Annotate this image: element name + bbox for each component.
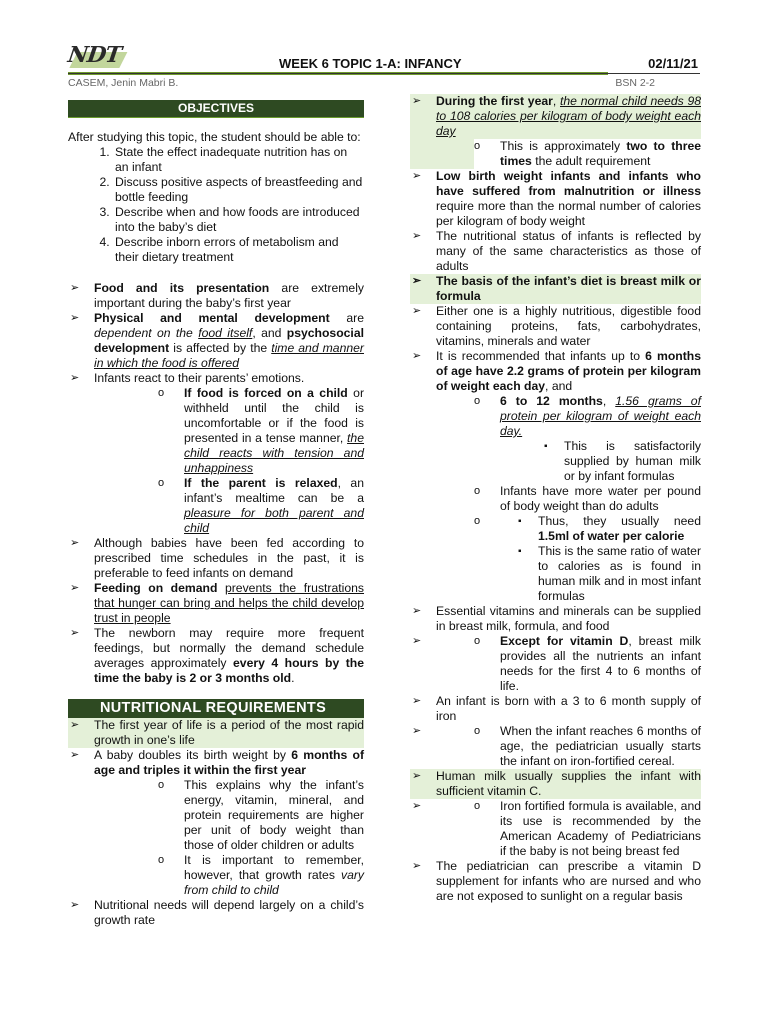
bullet-newborn: ➢ The newborn may require more frequent feedings, but normally the demand schedule averages approximately every 4 hours by the time the baby is 2 or 3 months old.: [68, 626, 364, 686]
bullet-human-milk: ➢ Human milk usually supplies the infant with sufficient vitamin C.: [410, 769, 701, 799]
student-name: CASEM, Jenin Mabri B.: [68, 77, 179, 89]
nutrition-bullets: [68, 718, 364, 928]
bullet-recommended: ➢ It is recommended that infants up to 6 months of age have 2.2 grams of protein per kilogram of weight each day, and o 6 to 12 months, 1.56 grams of protein per kilogram of weight each day. ▪ This is satisfactorily supplied by human milk or by infant formulas o Infants have more water per pound of body weight than do adults ▪ o Thus, they usually need 1.5ml of water per calorie ▪ This is the same ratio of water to calories as is found in human milk and in most infant formulas: [410, 349, 701, 604]
objective-item: 1. State the effect inadequate nutrition has on an infant: [113, 145, 364, 175]
nutrition-heading: NUTRITIONAL REQUIREMENTS: [68, 699, 364, 718]
human-group: [410, 799, 701, 859]
sub-ratio: ▪ This is the same ratio of water to calories as is found in human milk and in most infant formulas: [518, 544, 701, 604]
sub-approx: o This is approximately two to three times the adult requirement: [474, 139, 701, 169]
water-subbullets: [500, 514, 701, 604]
right-bullets: [410, 94, 701, 904]
doubles-subbullets: [94, 778, 364, 898]
objective-item: 4. Describe inborn errors of metabolism and their dietary treatment: [113, 235, 364, 265]
bullet-either: ➢ Either one is a highly nutritious, digestible food containing proteins, fats, carbohydrates, vitamins, minerals and water: [410, 304, 701, 349]
bullet-demand: ➢ Feeding on demand prevents the frustrations that hunger can bring and helps the child develop trust in people: [68, 581, 364, 626]
bullet-status: ➢ The nutritional status of infants is reflected by many of the same characteristics as those of adults: [410, 229, 701, 274]
bullet-pediatrician: ➢ The pediatrician can prescribe a vitamin D supplement for infants who are nursed and who are not exposed to sunlight on a regular basis: [410, 859, 701, 904]
react-subbullets: [94, 386, 364, 536]
objective-item: 2. Discuss positive aspects of breastfeeding and bottle feeding: [113, 175, 364, 205]
sub-satisfactory: ▪ This is satisfactorily supplied by human milk or by infant formulas: [544, 439, 701, 484]
iron-group: [410, 724, 701, 769]
bullet-doubles: ➢ A baby doubles its birth weight by 6 months of age and triples it within the first year o This explains why the infant’s energy, vitamin, mineral, and protein requirements are higher per unit of body weight than those of older children or adults o It is important to remember, however, that growth rates vary from child to child: [68, 748, 364, 898]
bullet-react: ➢ Infants react to their parents’ emotions. o If food is forced on a child or withheld until the child is uncomfortable or if the food is presented in a tense manner, the child reacts with tension and unhappiness o If the parent is relaxed, an infant’s mealtime can be a pleasure for both parent and child: [68, 371, 364, 536]
bullet-although: ➢ Although babies have been fed according to prescribed time schedules in the past, it is preferable to feed infants on demand: [68, 536, 364, 581]
iron-subbullets: [410, 724, 701, 769]
section-label: BSN 2-2: [615, 77, 655, 89]
bullet-iron: ➢ An infant is born with a 3 to 6 month supply of iron: [410, 694, 701, 724]
objectives-list: [68, 145, 364, 265]
objective-item: 3. Describe when and how foods are introduced into the baby’s diet: [113, 205, 364, 235]
bullet-first-year: ➢ The first year of life is a period of the most rapid growth in one’s life: [68, 718, 364, 748]
bullet-essential: ➢ Essential vitamins and minerals can be supplied in breast milk, formula, and food: [410, 604, 701, 634]
intro-bullets: [68, 281, 364, 686]
water-group: [474, 514, 701, 604]
right-column: [410, 94, 701, 904]
page-header: [66, 42, 700, 89]
human-subbullets: [410, 799, 701, 859]
page-title: WEEK 6 TOPIC 1-A: INFANCY: [279, 56, 462, 71]
bullet-during: ➢ During the first year, the normal child needs 98 to 108 calories per kilogram of body weight each day o This is approximately two to three times the adult requirement: [410, 94, 701, 169]
header-rule: [68, 73, 700, 74]
sub-except: o ➢ Except for vitamin D, breast milk provides all the nutrients an infant needs for the first 4 to 6 months of life.: [474, 634, 701, 694]
objectives-intro: After studying this topic, the student should be able to:: [68, 130, 361, 144]
during-subbullets: [436, 139, 701, 169]
six12-subbullets: [500, 439, 701, 484]
ndt-logo: NDT: [66, 42, 123, 68]
sub-relaxed: o If the parent is relaxed, an infant’s mealtime can be a pleasure for both parent and child: [158, 476, 364, 536]
page-date: 02/11/21: [648, 56, 698, 71]
bullet-basis: ➢ The basis of the infant’s diet is breast milk or formula: [410, 274, 701, 304]
bullet-physical: ➢ Physical and mental development are dependent on the food itself, and psychosocial development is affected by the time and manner in which the food is offered: [68, 311, 364, 371]
left-column: [68, 100, 364, 928]
bullet-needs: ➢ Nutritional needs will depend largely on a child’s growth rate: [68, 898, 364, 928]
sub-iron6: o ➢ When the infant reaches 6 months of age, the pediatrician usually starts the infant on iron-fortified cereal.: [474, 724, 701, 769]
sub-fortified: o ➢ Iron fortified formula is available, and its use is recommended by the American Academy of Pediatricians if the baby is not being breast fed: [474, 799, 701, 859]
recom-subbullets: [436, 394, 701, 604]
sub-water: o Infants have more water per pound of body weight than do adults: [474, 484, 701, 514]
sub-6-12: o 6 to 12 months, 1.56 grams of protein per kilogram of weight each day. ▪ This is satisfactorily supplied by human milk or by infant formulas: [474, 394, 701, 484]
objectives-heading: OBJECTIVES: [68, 100, 364, 118]
sub-remember: o It is important to remember, however, that growth rates vary from child to child: [158, 853, 364, 898]
bullet-food: ➢ Food and its presentation are extremely important during the baby’s first year: [68, 281, 364, 311]
sub-thus: ▪ o Thus, they usually need 1.5ml of water per calorie: [518, 514, 701, 544]
essential-group: [410, 634, 701, 694]
sub-forced: o If food is forced on a child or withheld until the child is uncomfortable or if the food is presented in a tense manner, the child reacts with tension and unhappiness: [158, 386, 364, 476]
bullet-low-birth: ➢ Low birth weight infants and infants who have suffered from malnutrition or illness require more than the normal number of calories per kilogram of body weight: [410, 169, 701, 229]
essential-subbullets: [410, 634, 701, 694]
sub-explains: o This explains why the infant’s energy, vitamin, mineral, and protein requirements are higher per unit of body weight than those of older children or adults: [158, 778, 364, 853]
